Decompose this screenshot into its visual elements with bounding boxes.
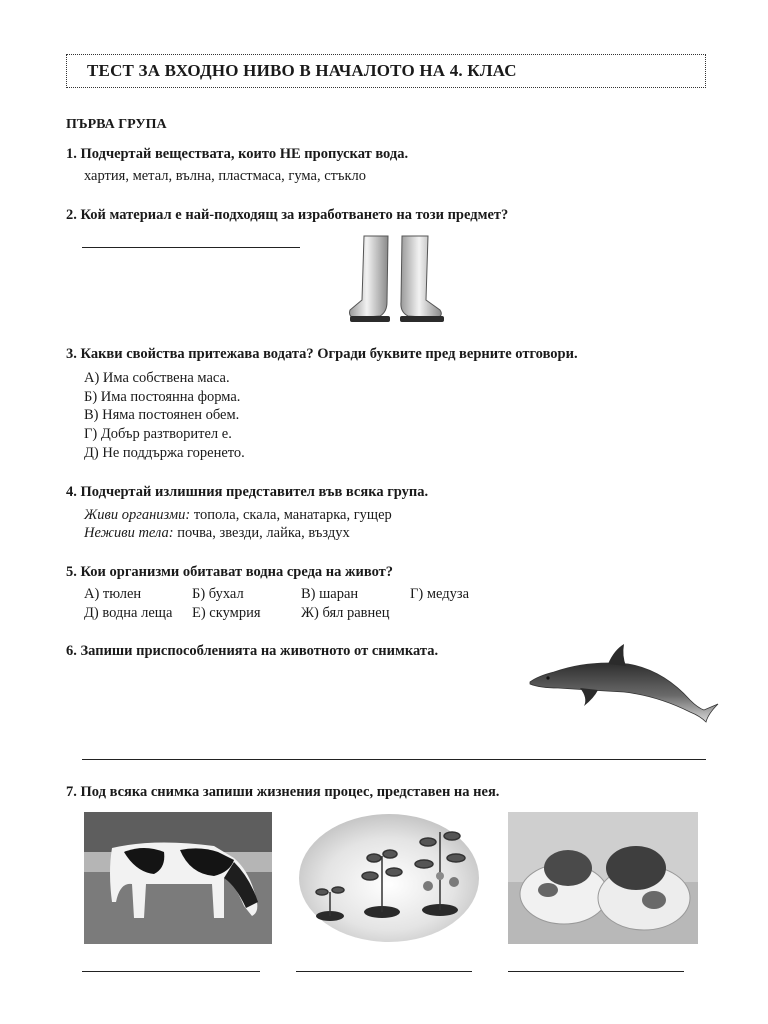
growing-plants-image: [296, 812, 482, 944]
question-3-option-c[interactable]: В) Няма постоянен обем.: [84, 407, 240, 423]
living-organisms-label: Живи организми:: [84, 507, 191, 523]
question-5-option-c[interactable]: В) шаран: [301, 586, 359, 602]
question-6: 6. Запиши приспособленията на животното от снимката.: [66, 643, 439, 659]
question-5-option-f[interactable]: Е) скумрия: [192, 605, 261, 621]
answer-line-q6[interactable]: [82, 759, 706, 760]
question-5-option-d[interactable]: Г) медуза: [410, 586, 470, 602]
answer-line-q7-3[interactable]: [508, 971, 684, 972]
answer-line-q7-2[interactable]: [296, 971, 472, 972]
group-heading: ПЪРВА ГРУПА: [66, 117, 167, 132]
page-title: ТЕСТ ЗА ВХОДНО НИВО В НАЧАЛОТО НА 4. КЛАС: [87, 61, 517, 80]
question-5-option-b[interactable]: Б) бухал: [192, 586, 244, 602]
question-5-option-g[interactable]: Ж) бял равнец: [301, 605, 390, 621]
question-3-option-e[interactable]: Д) Не поддържа горенето.: [84, 445, 245, 461]
question-3: 3. Какви свойства притежава водата? Огради буквите пред верните отговори.: [66, 346, 578, 362]
nonliving-bodies-items[interactable]: почва, звезди, лайка, въздух: [177, 525, 350, 541]
question-5-option-e[interactable]: Д) водна леща: [84, 605, 173, 621]
question-5-option-a[interactable]: А) тюлен: [84, 586, 142, 602]
question-4: 4. Подчертай излишния представител във всяка група.: [66, 484, 429, 500]
grazing-cow-image: [84, 812, 272, 944]
question-3-option-b[interactable]: Б) Има постоянна форма.: [84, 389, 241, 405]
nonliving-bodies-label: Неживи тела:: [84, 525, 174, 541]
hatching-turtles-image: [508, 812, 698, 944]
answer-line-q2[interactable]: [82, 247, 300, 248]
answer-line-q7-1[interactable]: [82, 971, 260, 972]
question-7: 7. Под всяка снимка запиши жизнения процес, представен на нея.: [66, 784, 500, 800]
title-box: [66, 54, 706, 88]
living-organisms-items[interactable]: топола, скала, манатарка, гущер: [193, 507, 392, 523]
rubber-boots-image: [340, 232, 450, 328]
question-4-row-living: [84, 507, 392, 524]
question-4-row-nonliving: [84, 525, 350, 542]
question-1-options: хартия, метал, вълна, пластмаса, гума, стъкло: [84, 168, 366, 184]
dolphin-image: [528, 640, 720, 730]
question-1: 1. Подчертай веществата, които НЕ пропускат вода.: [66, 146, 409, 162]
question-3-option-d[interactable]: Г) Добър разтворител е.: [84, 426, 232, 442]
question-5: 5. Кои организми обитават водна среда на живот?: [66, 564, 394, 580]
question-3-option-a[interactable]: А) Има собствена маса.: [84, 370, 230, 386]
question-2: 2. Кой материал е най-подходящ за изработването на този предмет?: [66, 207, 509, 223]
